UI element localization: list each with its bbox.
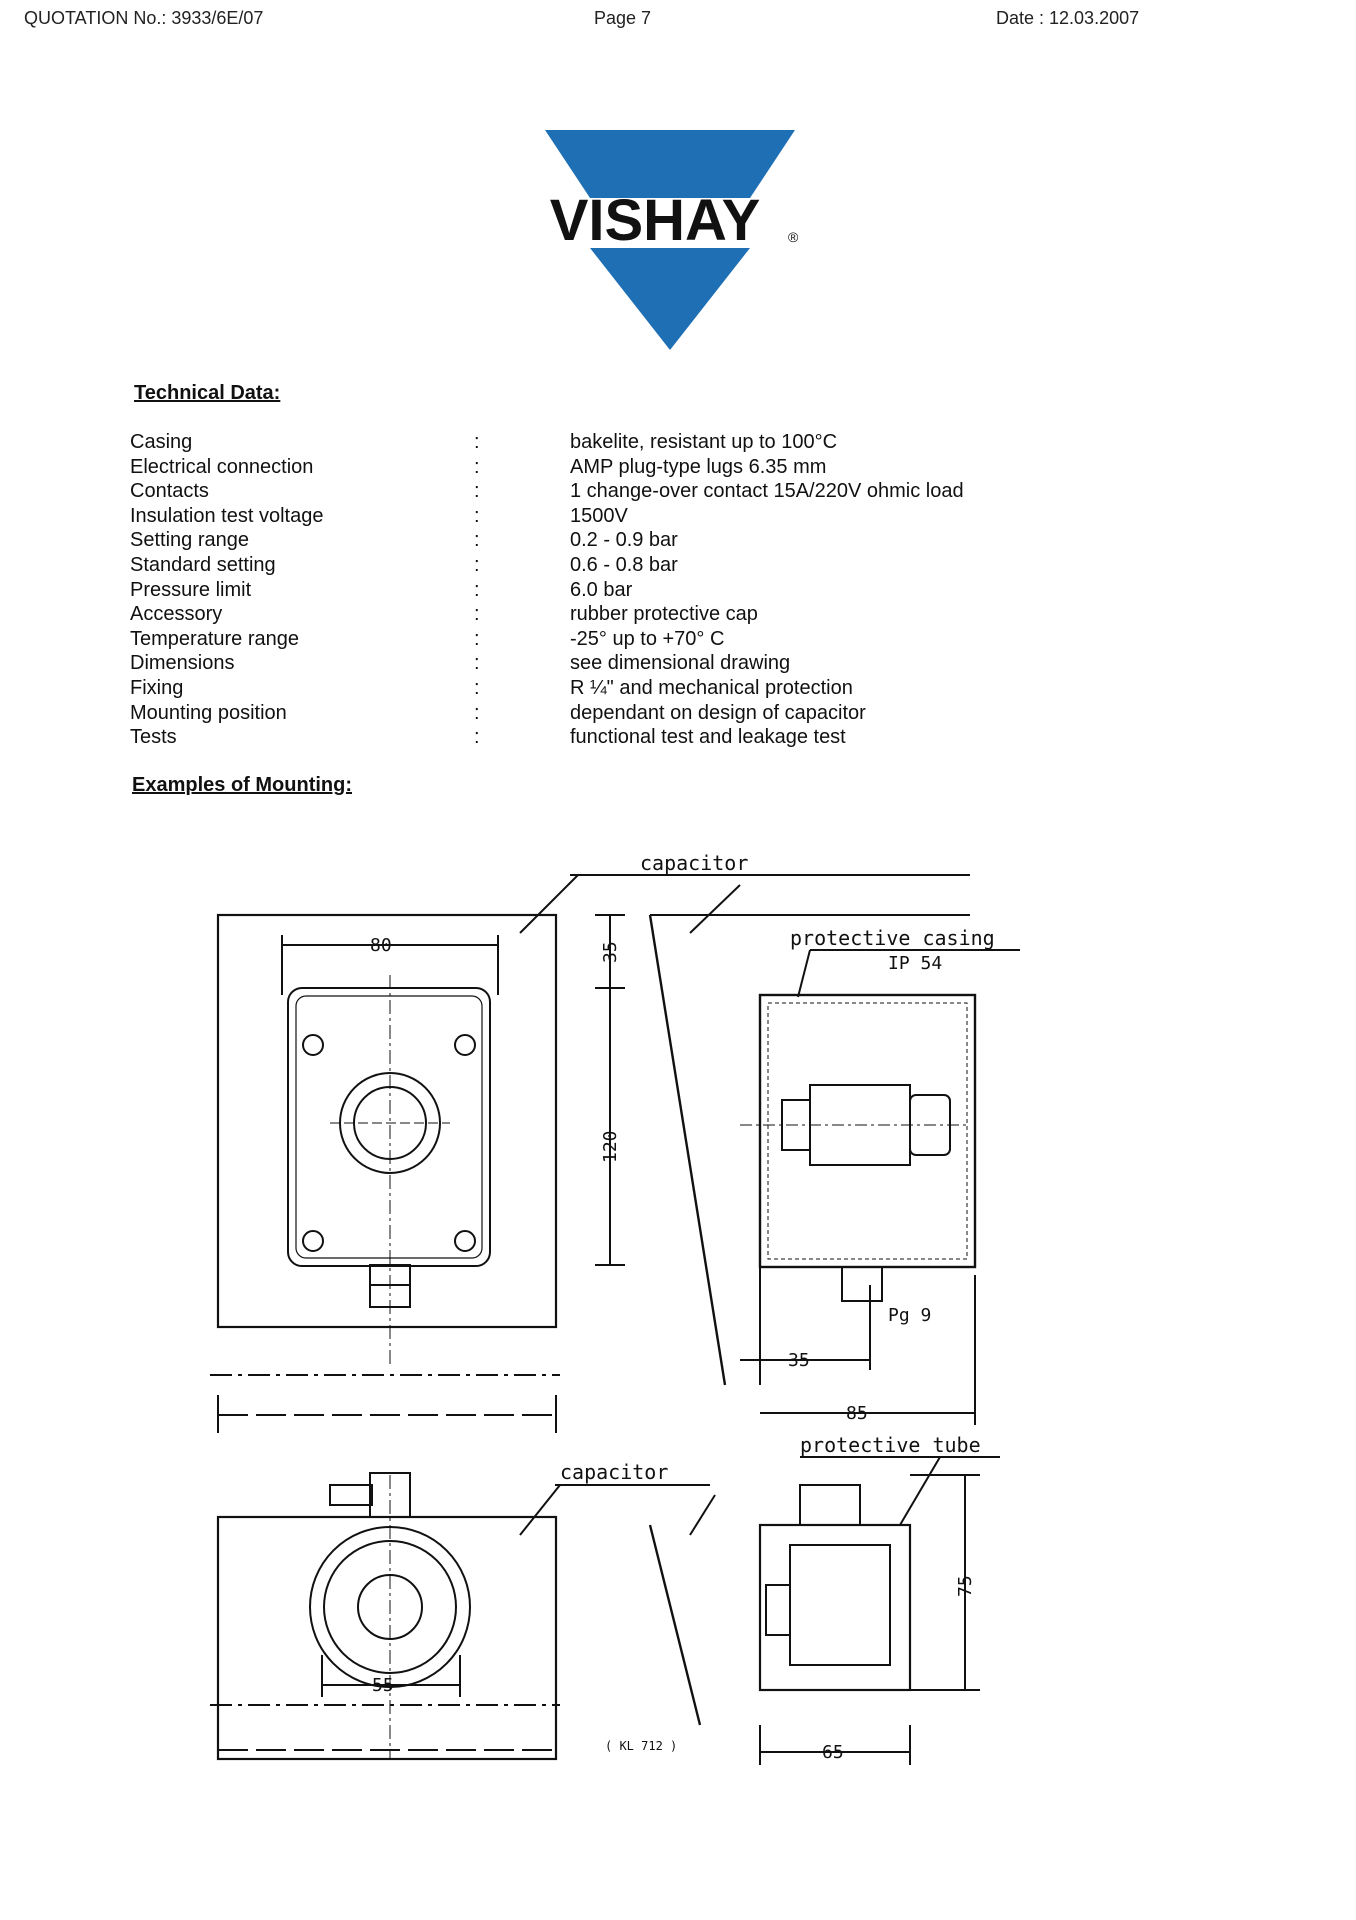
tube-terminals — [800, 1485, 860, 1525]
spec-value: AMP plug-type lugs 6.35 mm — [570, 455, 827, 478]
spec-row-tests — [130, 725, 1030, 750]
spec-value: dependant on design of capacitor — [570, 701, 866, 724]
label-dim-35-vertical: 35 — [600, 941, 621, 963]
label-dim-85: 85 — [846, 1403, 868, 1424]
spec-value: rubber protective cap — [570, 603, 758, 626]
casing-leader — [798, 950, 810, 997]
logo-registered-mark: ® — [788, 229, 799, 245]
label-drawing-ref: ( KL 712 ) — [605, 1739, 678, 1753]
spec-row-casing — [130, 430, 1030, 455]
spec-row-contacts — [130, 479, 1030, 504]
spec-colon: : — [474, 578, 480, 601]
technical-data-table — [130, 430, 1030, 750]
spec-colon: : — [474, 553, 480, 576]
spec-value: see dimensional drawing — [570, 652, 791, 675]
spec-value: 6.0 bar — [570, 578, 633, 601]
spec-value: 1 change-over contact 15A/220V ohmic load — [570, 480, 964, 503]
spec-colon: : — [474, 726, 480, 749]
label-dim-120: 120 — [600, 1130, 621, 1163]
spec-label: Mounting position — [130, 701, 287, 724]
spec-label: Electrical connection — [130, 455, 314, 478]
spec-colon: : — [474, 504, 480, 527]
logo-lower-triangle — [590, 248, 750, 350]
mount-hole — [303, 1231, 323, 1251]
spec-colon: : — [474, 701, 480, 724]
front-view-bottom — [210, 1473, 560, 1760]
spec-colon: : — [474, 431, 480, 453]
spec-colon: : — [474, 480, 480, 503]
spec-row-standard-setting — [130, 553, 1030, 578]
tube-switch-nut — [766, 1585, 790, 1635]
protective-casing-inner — [768, 1003, 967, 1259]
label-dim-75: 75 — [955, 1575, 976, 1597]
spec-row-dimensions — [130, 651, 1030, 676]
tube-switch-body — [790, 1545, 890, 1665]
spec-row-temperature-range — [130, 627, 1030, 652]
spec-label: Accessory — [130, 603, 223, 626]
label-capacitor-bottom: capacitor — [560, 1460, 669, 1484]
spec-row-mounting-position — [130, 701, 1030, 726]
label-dim-35-horizontal: 35 — [788, 1350, 810, 1371]
spec-value: 0.2 - 0.9 bar — [570, 529, 678, 552]
spec-label: Temperature range — [130, 627, 299, 650]
spec-value: functional test and leakage test — [570, 726, 846, 749]
examples-of-mounting-title: Examples of Mounting: — [132, 774, 352, 796]
switch-housing-inner — [296, 996, 482, 1258]
spec-colon: : — [474, 627, 480, 650]
spec-label: Standard setting — [130, 553, 276, 576]
protective-casing — [760, 995, 975, 1267]
spec-row-pressure-limit — [130, 578, 1030, 603]
front-view-top — [210, 915, 560, 1433]
terminal-lug — [330, 1485, 372, 1505]
spec-value: 0.6 - 0.8 bar — [570, 553, 678, 576]
label-protective-tube: protective tube — [800, 1433, 981, 1457]
spec-label: Dimensions — [130, 652, 235, 675]
label-ip54: IP 54 — [888, 953, 943, 974]
capacitor-wall — [650, 915, 725, 1385]
capacitor-wall-bottom — [650, 1525, 700, 1725]
spec-label: Fixing — [130, 676, 184, 699]
tube-leader — [900, 1457, 940, 1525]
mount-hole — [455, 1231, 475, 1251]
spec-row-accessory — [130, 602, 1030, 627]
page-number: Page 7 — [594, 8, 652, 28]
pg9-gland — [842, 1267, 882, 1301]
quotation-number: QUOTATION No.: 3933/6E/07 — [24, 8, 264, 28]
spec-label: Pressure limit — [130, 578, 252, 601]
spec-label: Tests — [130, 726, 177, 749]
logo-wordmark: VISHAY — [549, 188, 761, 253]
switch-housing — [288, 988, 490, 1266]
spec-value: 1500V — [570, 504, 628, 527]
spec-value: -25° up to +70° C — [570, 627, 725, 650]
spec-label: Contacts — [130, 480, 209, 503]
spec-label: Setting range — [130, 529, 249, 552]
label-dim-65: 65 — [822, 1742, 844, 1763]
label-capacitor-top: capacitor — [640, 851, 749, 875]
technical-data-title: Technical Data: — [134, 382, 281, 404]
spec-row-fixing — [130, 676, 1030, 701]
capacitor-leader-bottom — [520, 1485, 560, 1535]
spec-label: Casing — [130, 431, 193, 453]
label-protective-casing: protective casing — [790, 926, 995, 950]
capacitor-leader-bottom — [690, 1495, 715, 1535]
mount-hole — [303, 1035, 323, 1055]
mounting-drawing — [170, 845, 1030, 1780]
side-view-top — [650, 915, 1020, 1425]
spec-colon: : — [474, 455, 480, 478]
spec-colon: : — [474, 652, 480, 675]
label-dim-55: 55 — [372, 1675, 394, 1696]
mount-hole — [455, 1035, 475, 1055]
spec-row-setting-range — [130, 528, 1030, 553]
spec-colon: : — [474, 529, 480, 552]
capacitor-leader — [520, 875, 578, 933]
side-view-bottom — [650, 1457, 1000, 1765]
document-date: Date : 12.03.2007 — [996, 8, 1140, 28]
capacitor-leader — [690, 885, 740, 933]
vishay-logo — [530, 130, 810, 355]
spec-row-electrical-connection — [130, 455, 1030, 480]
spec-colon: : — [474, 676, 480, 699]
spec-row-insulation-test-voltage — [130, 504, 1030, 529]
spec-value: R ¼" and mechanical protection — [570, 676, 853, 699]
spec-value: bakelite, resistant up to 100°C — [570, 431, 838, 453]
spec-label: Insulation test voltage — [130, 504, 324, 527]
label-pg9: Pg 9 — [888, 1305, 932, 1326]
label-dim-80: 80 — [370, 935, 392, 956]
spec-colon: : — [474, 603, 480, 626]
